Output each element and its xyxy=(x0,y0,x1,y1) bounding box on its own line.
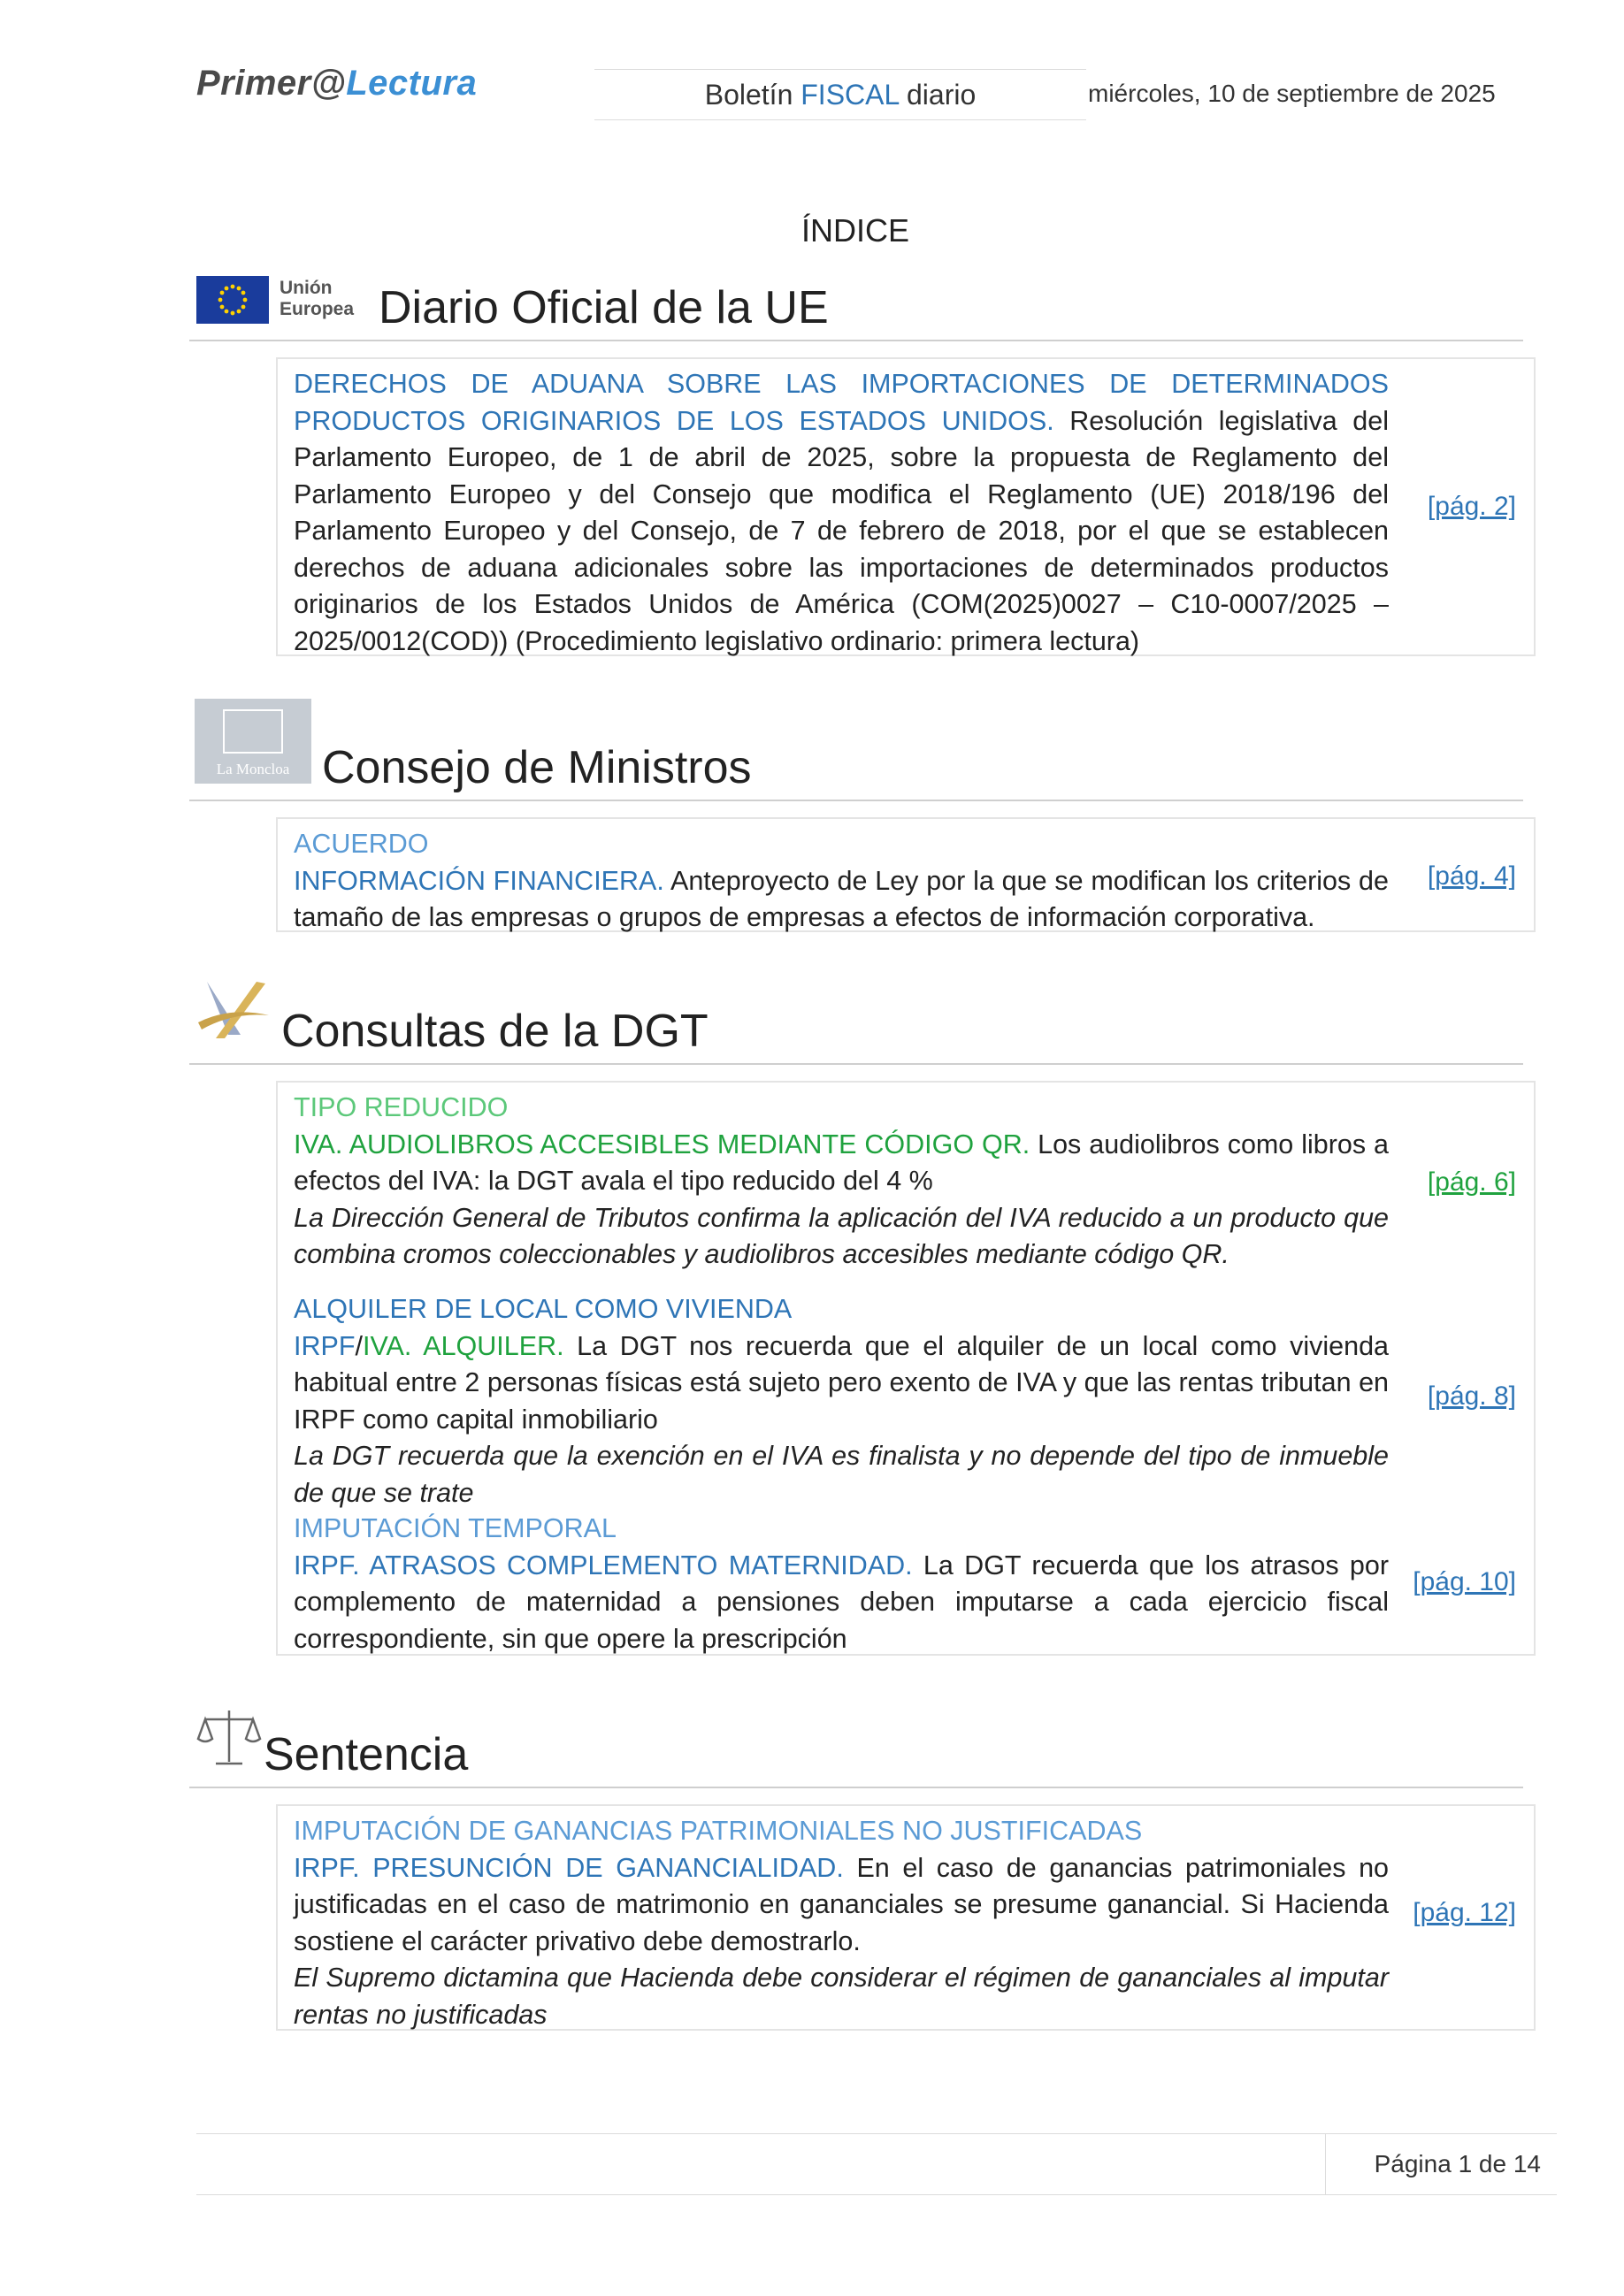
page-link[interactable]: [pág. 10] xyxy=(1413,1567,1516,1596)
entry-headline: IVA. AUDIOLIBROS ACCESIBLES MEDIANTE CÓDIGO QR. xyxy=(294,1129,1030,1159)
eu-logo-text: Unión Europea xyxy=(280,278,355,319)
entry-text xyxy=(294,826,1389,937)
eu-flag-icon xyxy=(196,276,269,324)
entry-body: Los audiolibros como libros a efectos del IVA: la DGT avala el tipo reducido del 4 % xyxy=(294,1129,1389,1196)
entry-summary: La Dirección General de Tributos confirma la aplicación del IVA reducido a un producto que combina cromos coleccionables y audiolibros accesibles mediante código QR. xyxy=(294,1202,1389,1269)
bulletin-title: Boletín FISCAL diario xyxy=(594,69,1086,120)
entry-ue xyxy=(276,357,1536,656)
entry-headline-iva: IVA. ALQUILER. xyxy=(362,1330,564,1361)
section-divider xyxy=(189,800,1523,801)
entry-body: La DGT recuerda que los atrasos por complemento de maternidad a pensiones deben imputarse a cada ejercicio fiscal correspondiente, sin que opere la prescripción xyxy=(294,1550,1389,1654)
page-footer xyxy=(196,2133,1557,2195)
entry-dgt-group xyxy=(276,1081,1536,1656)
entry-summary: El Supremo dictamina que Hacienda debe considerar el régimen de gananciales al imputar rentas no justificadas xyxy=(294,1963,1389,2030)
section-divider xyxy=(189,1787,1523,1788)
entry-body: En el caso de ganancias patrimoniales no justificadas en el caso de matrimonio en gananciales se presume ganancial. Si Hacienda sostiene el carácter privativo debe demostrarlo. xyxy=(294,1852,1389,1956)
entry-body: Resolución legislativa del Parlamento Europeo, de 1 de abril de 2025, sobre la propuesta de Reglamento del Parlamento Europeo y del Consejo que modifica el Reglamento (UE) 2018/196 del Parlamento Europeo y del Consejo, de 7 de febrero de 2018, por el que se establecen derechos de aduana adicionales sobre las importaciones de determinados productos originarios de los Estados Unidos de América (COM(2025)0027 – C10-0007/2025 – 2025/0012(COD)) (Procedimiento legislativo ordinario: primera lectura) xyxy=(294,405,1389,656)
entry-category: IMPUTACIÓN TEMPORAL xyxy=(294,1513,617,1543)
page-link[interactable]: [pág. 12] xyxy=(1413,1898,1516,1927)
page-number: Página 1 de 14 xyxy=(1374,2150,1541,2177)
index-title: ÍNDICE xyxy=(801,212,909,249)
entry-body: Anteproyecto de Ley por la que se modifican los criterios de tamaño de las empresas o grupos de empresas a efectos de información corporativa. xyxy=(294,865,1389,932)
entry-body: La DGT nos recuerda que el alquiler de un local como vivienda habitual entre 2 personas físicas está sujeto pero exento de IVA y que las rentas tributan en IRPF como capital inmobiliario xyxy=(294,1330,1389,1435)
section-title-consejo: Consejo de Ministros xyxy=(322,742,752,793)
entry-category: ALQUILER DE LOCAL COMO VIVIENDA xyxy=(294,1294,793,1324)
section-title-dgt: Consultas de la DGT xyxy=(281,1006,709,1057)
page-link[interactable]: [pág. 6] xyxy=(1427,1167,1516,1197)
entry-headline-irpf: IRPF xyxy=(294,1330,356,1361)
brand-logo: Primer@Lectura xyxy=(196,64,478,103)
bulletin-date: miércoles, 10 de septiembre de 2025 xyxy=(1088,80,1496,107)
entry-headline: INFORMACIÓN FINANCIERA. xyxy=(294,865,664,896)
entry-summary: La DGT recuerda que la exención en el IVA es finalista y no depende del tipo de inmueble de que se trate xyxy=(294,1441,1389,1508)
moncloa-logo: La Moncloa xyxy=(195,699,311,784)
page-link[interactable]: [pág. 4] xyxy=(1427,861,1516,891)
page-link[interactable]: [pág. 2] xyxy=(1427,492,1516,521)
section-title-ue: Diario Oficial de la UE xyxy=(379,282,829,333)
entry-category: TIPO REDUCIDO xyxy=(294,1092,509,1122)
aeat-logo-icon xyxy=(195,976,271,1044)
entry-category: ACUERDO xyxy=(294,829,429,859)
entry-text xyxy=(294,1090,1389,1274)
entry-category: IMPUTACIÓN DE GANANCIAS PATRIMONIALES NO JUSTIFICADAS xyxy=(294,1816,1143,1846)
footer-divider xyxy=(1325,2134,1326,2194)
entry-consejo xyxy=(276,817,1536,932)
scales-of-justice-icon xyxy=(196,1705,262,1771)
page-link[interactable]: [pág. 8] xyxy=(1427,1381,1516,1411)
section-divider xyxy=(189,340,1523,341)
section-title-sentencia: Sentencia xyxy=(264,1729,469,1780)
entry-sentencia xyxy=(276,1804,1536,2031)
entry-text xyxy=(294,1511,1389,1657)
entry-text: ALQUILER DE LOCAL COMO VIVIENDA IRPF/IVA. ALQUILER. La DGT nos recuerda que el alquiler de un local como vivienda habitual entre 2 personas físicas está sujeto pero exento de IVA y que las rentas tributan en IRPF como capital inmobiliario La DGT recuerda que la exención en el IVA es finalista y no depende del tipo de inmueble de que se trate xyxy=(294,1291,1389,1512)
section-divider xyxy=(189,1063,1523,1065)
entry-headline: DERECHOS DE ADUANA SOBRE LAS IMPORTACIONES DE DETERMINADOS PRODUCTOS ORIGINARIOS DE LOS ESTADOS UNIDOS. xyxy=(294,369,1389,436)
building-icon xyxy=(223,709,283,754)
entry-text xyxy=(294,1813,1389,2033)
entry-headline: IRPF. PRESUNCIÓN DE GANANCIALIDAD. xyxy=(294,1852,844,1883)
entry-text xyxy=(294,366,1389,660)
entry-headline: IRPF. ATRASOS COMPLEMENTO MATERNIDAD. xyxy=(294,1550,913,1580)
